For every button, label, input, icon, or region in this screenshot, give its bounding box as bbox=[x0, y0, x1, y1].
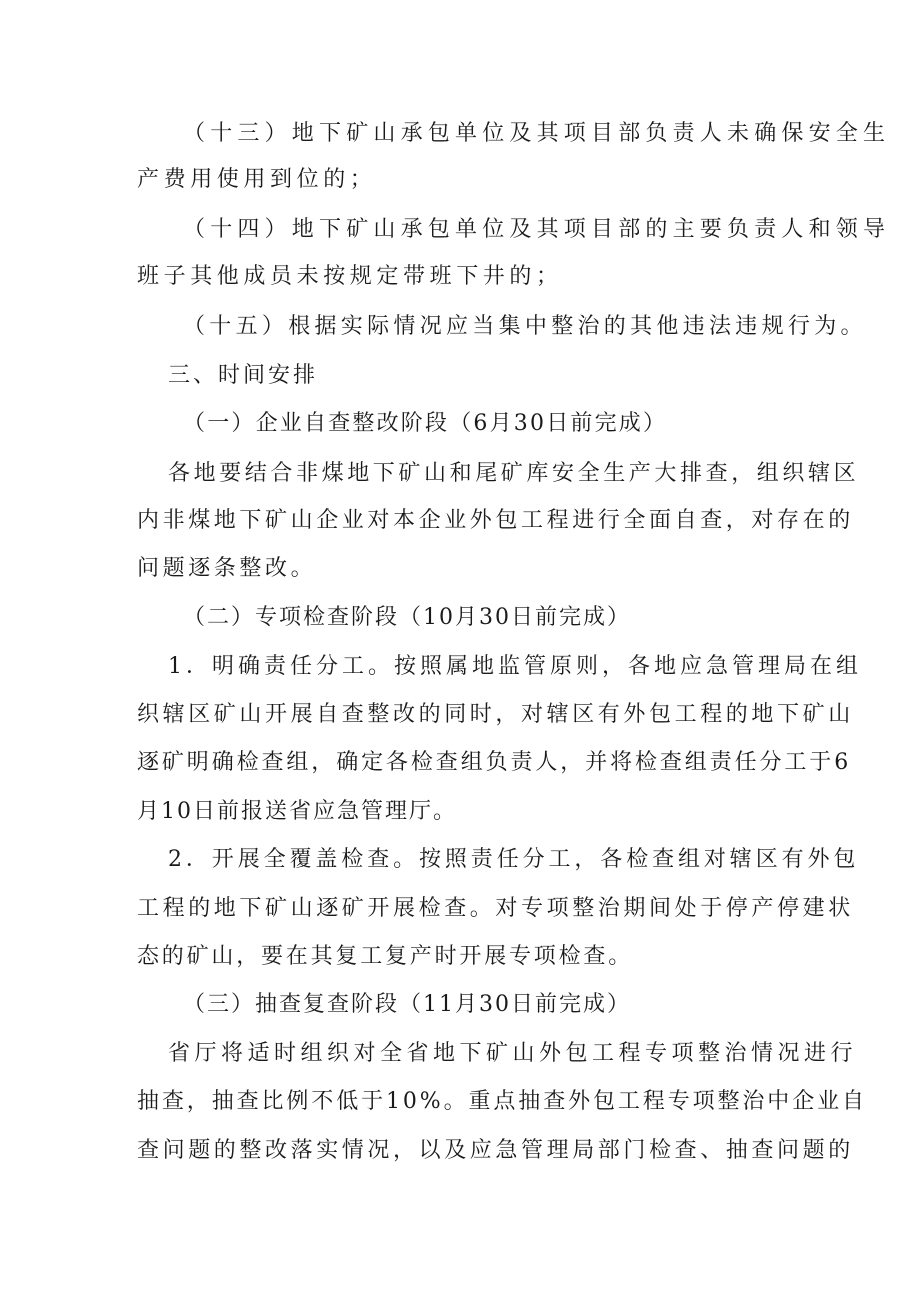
paragraph-line-d2: 抽查，抽查比例不低于10%。重点抽查外包工程专项整治中企业自 bbox=[137, 1089, 867, 1114]
paragraph-line-b3: 逐矿明确检查组，确定各检查组负责人，并将检查组责任分工于6 bbox=[137, 750, 852, 775]
paragraph-line-d3: 查问题的整改落实情况，以及应急管理局部门检查、抽查问题的 bbox=[137, 1138, 854, 1163]
paragraph-line-13a: （十三）地下矿山承包单位及其项目部负责人未确保安全生 bbox=[183, 121, 891, 146]
subheading-self-inspection: （一）企业自查整改阶段（6月30日前完成） bbox=[183, 411, 668, 436]
paragraph-line-c3: 态的矿山，要在其复工复产时开展专项检查。 bbox=[137, 944, 634, 969]
paragraph-line-a3: 问题逐条整改。 bbox=[137, 556, 317, 581]
subheading-spot-check: （三）抽查复查阶段（11月30日前完成） bbox=[183, 992, 631, 1017]
paragraph-line-d1: 省厅将适时组织对全省地下矿山外包工程专项整治情况进行 bbox=[168, 1041, 858, 1066]
subheading-special-inspection: （二）专项检查阶段（10月30日前完成） bbox=[183, 605, 631, 630]
paragraph-line-14a: （十四）地下矿山承包单位及其项目部的主要负责人和领导 bbox=[183, 217, 891, 242]
paragraph-line-b1: 1．明确责任分工。按照属地监管原则，各地应急管理局在组 bbox=[168, 654, 862, 679]
paragraph-line-c1: 2．开展全覆盖检查。按照责任分工，各检查组对辖区有外包 bbox=[168, 847, 860, 872]
paragraph-line-b4: 月10日前报送省应急管理厅。 bbox=[137, 799, 457, 824]
paragraph-line-a1: 各地要结合非煤地下矿山和尾矿库安全生产大排查，组织辖区 bbox=[168, 461, 860, 486]
paragraph-line-13b: 产费用使用到位的； bbox=[137, 167, 377, 192]
section-heading-schedule: 三、时间安排 bbox=[168, 363, 319, 388]
paragraph-line-15: （十五）根据实际情况应当集中整治的其他违法违规行为。 bbox=[183, 314, 867, 339]
paragraph-line-14b: 班子其他成员未按规定带班下井的； bbox=[137, 264, 563, 289]
paragraph-line-a2: 内非煤地下矿山企业对本企业外包工程进行全面自查，对存在的 bbox=[137, 508, 854, 533]
paragraph-line-b2: 织辖区矿山开展自查整改的同时，对辖区有外包工程的地下矿山 bbox=[137, 702, 854, 727]
paragraph-line-c2: 工程的地下矿山逐矿开展检查。对专项整治期间处于停产停建状 bbox=[137, 896, 854, 921]
